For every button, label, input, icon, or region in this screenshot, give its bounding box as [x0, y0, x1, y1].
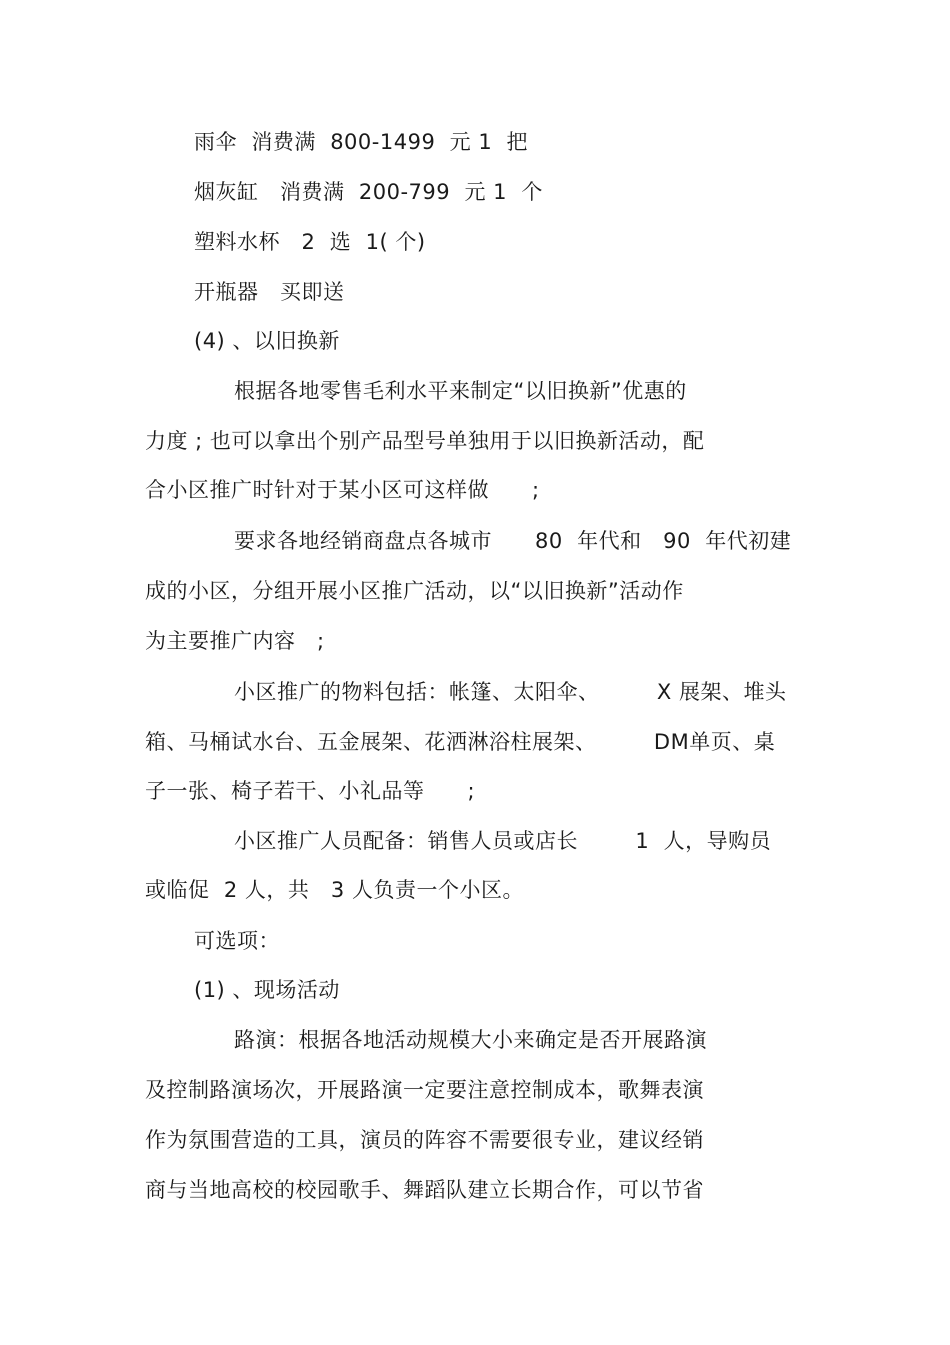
- paragraph-line: 要求各地经销商盘点各城市 80 年代和 90 年代初建: [234, 529, 792, 553]
- section-heading-onsite: (1) 、现场活动: [194, 978, 340, 1002]
- section-heading-trade-in: (4) 、以旧换新: [194, 329, 340, 353]
- paragraph-line: 作为氛围营造的工具，演员的阵容不需要很专业，建议经销: [145, 1128, 704, 1152]
- gift-opener-line: 开瓶器 买即送: [194, 280, 345, 304]
- paragraph-line: 根据各地零售毛利水平来制定“以旧换新”优惠的: [234, 379, 687, 403]
- paragraph-line: 成的小区，分组开展小区推广活动，以“以旧换新”活动作: [145, 579, 684, 603]
- paragraph-line: 或临促 2 人，共 3 人负责一个小区。: [145, 878, 524, 902]
- optional-heading: 可选项：: [194, 929, 280, 953]
- paragraph-line: 箱、马桶试水台、五金展架、花洒淋浴柱展架、 DM单页、桌: [145, 730, 776, 754]
- gift-ashtray-line: 烟灰缸 消费满 200-799 元 1 个: [194, 180, 543, 204]
- paragraph-line: 小区推广的物料包括：帐篷、太阳伞、 X 展架、堆头: [234, 680, 787, 704]
- paragraph-line: 及控制路演场次，开展路演一定要注意控制成本，歌舞表演: [145, 1078, 704, 1102]
- gift-umbrella-line: 雨伞 消费满 800-1499 元 1 把: [194, 130, 529, 154]
- paragraph-line: 子一张、椅子若干、小礼品等 ;: [145, 779, 476, 803]
- paragraph-line: 合小区推广时针对于某小区可这样做 ;: [145, 478, 540, 502]
- gift-cup-line: 塑料水杯 2 选 1( 个): [194, 230, 426, 254]
- paragraph-line: 为主要推广内容 ;: [145, 629, 325, 653]
- paragraph-line: 路演：根据各地活动规模大小来确定是否开展路演: [234, 1028, 707, 1052]
- paragraph-line: 商与当地高校的校园歌手、舞蹈队建立长期合作，可以节省: [145, 1178, 704, 1202]
- paragraph-line: 力度 ; 也可以拿出个别产品型号单独用于以旧换新活动，配: [145, 429, 705, 453]
- paragraph-line: 小区推广人员配备：销售人员或店长 1 人，导购员: [234, 829, 772, 853]
